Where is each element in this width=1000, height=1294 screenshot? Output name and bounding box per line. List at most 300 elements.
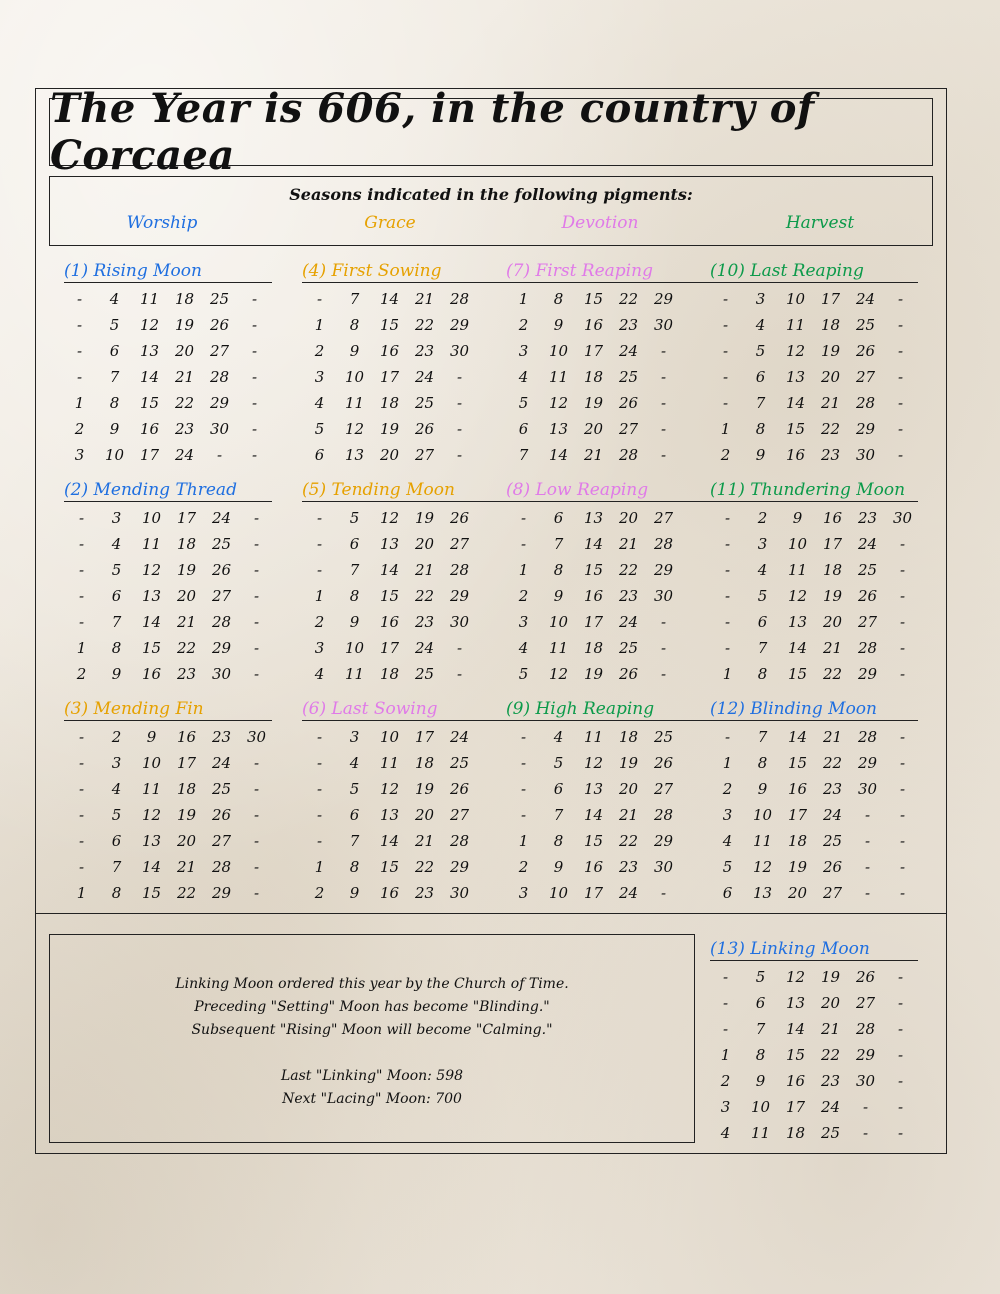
day-cell: - [78, 858, 85, 876]
week-row [302, 286, 522, 312]
day-cell: 10 [752, 806, 773, 824]
day-cell: 24 [618, 884, 639, 902]
week-row [506, 442, 726, 468]
day-cell: 4 [111, 535, 122, 553]
day-cell: 28 [209, 368, 230, 386]
day-cell: 7 [111, 613, 122, 631]
day-cell: 14 [787, 728, 808, 746]
day-grid [64, 724, 284, 906]
day-cell: 27 [211, 832, 232, 850]
day-cell: 24 [855, 290, 876, 308]
week-row [506, 583, 726, 609]
day-cell: 14 [787, 639, 808, 657]
week-row [506, 531, 726, 557]
day-cell: 20 [618, 509, 639, 527]
month-title: (7) First Reaping [506, 260, 714, 283]
day-cell: 8 [755, 420, 766, 438]
week-row [506, 286, 726, 312]
day-cell: - [862, 1124, 869, 1142]
day-cell: 14 [785, 1020, 806, 1038]
day-cell: 17 [820, 290, 841, 308]
week-row [64, 531, 284, 557]
day-cell: 11 [379, 754, 400, 772]
day-cell: 8 [349, 858, 360, 876]
month-title: (6) Last Sowing [302, 698, 510, 721]
day-cell: 12 [379, 509, 400, 527]
day-cell: 22 [820, 420, 841, 438]
day-cell: - [897, 290, 904, 308]
day-cell: 17 [583, 342, 604, 360]
day-cell: 17 [379, 368, 400, 386]
day-cell: 19 [176, 561, 197, 579]
day-cell: - [660, 884, 667, 902]
day-cell: 26 [822, 858, 843, 876]
day-cell: 23 [211, 728, 232, 746]
day-cell: - [899, 754, 906, 772]
month-calendar [710, 698, 920, 914]
week-row [710, 583, 930, 609]
day-cell: 5 [349, 780, 360, 798]
day-cell: 3 [518, 884, 529, 902]
day-cell: 28 [857, 639, 878, 657]
day-cell: 26 [618, 665, 639, 683]
week-row [506, 609, 726, 635]
day-cell: - [456, 394, 463, 412]
day-cell: 28 [855, 394, 876, 412]
day-cell: 11 [344, 394, 365, 412]
day-cell: 13 [139, 342, 160, 360]
day-cell: - [251, 420, 258, 438]
day-cell: 23 [174, 420, 195, 438]
day-cell: - [520, 535, 527, 553]
week-row [64, 828, 284, 854]
day-cell: 24 [857, 535, 878, 553]
week-row [710, 880, 930, 906]
day-cell: 20 [414, 806, 435, 824]
day-cell: 8 [553, 561, 564, 579]
week-row [62, 390, 282, 416]
day-cell: 3 [755, 290, 766, 308]
month-calendar [302, 698, 512, 914]
day-cell: 18 [583, 639, 604, 657]
day-cell: 26 [209, 316, 230, 334]
week-row [710, 854, 930, 880]
day-cell: - [899, 780, 906, 798]
day-cell: 20 [174, 342, 195, 360]
day-cell: 13 [548, 420, 569, 438]
day-grid [708, 286, 928, 468]
day-cell: 15 [141, 639, 162, 657]
day-cell: 19 [414, 780, 435, 798]
day-cell: 22 [822, 754, 843, 772]
week-row [302, 635, 522, 661]
day-cell: 2 [518, 316, 529, 334]
day-cell: 26 [653, 754, 674, 772]
week-row [710, 802, 930, 828]
day-cell: 6 [314, 446, 325, 464]
week-row [302, 880, 522, 906]
day-cell: 16 [379, 342, 400, 360]
month-title: (4) First Sowing [302, 260, 510, 283]
day-cell: - [897, 420, 904, 438]
day-cell: 5 [518, 665, 529, 683]
day-cell: 8 [111, 884, 122, 902]
day-cell: 19 [174, 316, 195, 334]
day-cell: - [316, 780, 323, 798]
day-cell: 22 [820, 1046, 841, 1064]
day-grid [506, 286, 726, 468]
day-cell: 29 [855, 420, 876, 438]
day-cell: 24 [211, 509, 232, 527]
day-cell: 6 [518, 420, 529, 438]
day-cell: - [897, 316, 904, 334]
day-cell: 11 [344, 665, 365, 683]
day-cell: 18 [820, 316, 841, 334]
day-cell: 16 [141, 665, 162, 683]
day-cell: 12 [787, 587, 808, 605]
day-cell: 1 [720, 1046, 731, 1064]
day-cell: 11 [141, 780, 162, 798]
day-cell: 3 [349, 728, 360, 746]
day-cell: 29 [857, 754, 878, 772]
day-cell: - [78, 535, 85, 553]
week-row [708, 338, 928, 364]
month-title: (13) Linking Moon [710, 938, 918, 961]
day-cell: 24 [414, 368, 435, 386]
day-cell: 16 [583, 587, 604, 605]
day-cell: 15 [787, 665, 808, 683]
day-cell: - [897, 368, 904, 386]
day-cell: 26 [855, 968, 876, 986]
day-cell: - [253, 754, 260, 772]
day-cell: 2 [518, 858, 529, 876]
day-cell: 30 [449, 613, 470, 631]
day-cell: - [78, 780, 85, 798]
day-cell: 28 [211, 613, 232, 631]
day-cell: 14 [379, 290, 400, 308]
day-cell: 21 [618, 535, 639, 553]
day-cell: - [722, 342, 729, 360]
day-cell: 19 [176, 806, 197, 824]
day-cell: - [724, 613, 731, 631]
day-cell: 6 [755, 368, 766, 386]
day-cell: 28 [855, 1020, 876, 1038]
day-cell: 23 [857, 509, 878, 527]
week-row [64, 750, 284, 776]
day-cell: 9 [553, 587, 564, 605]
week-row [710, 635, 930, 661]
day-cell: - [897, 1020, 904, 1038]
month-title: (9) High Reaping [506, 698, 714, 721]
day-cell: 7 [349, 561, 360, 579]
day-cell: 30 [449, 884, 470, 902]
day-cell: - [251, 316, 258, 334]
day-cell: 11 [583, 728, 604, 746]
day-cell: 1 [518, 561, 529, 579]
day-cell: - [722, 968, 729, 986]
day-cell: 4 [349, 754, 360, 772]
day-cell: 12 [139, 316, 160, 334]
day-cell: 20 [618, 780, 639, 798]
day-cell: 18 [176, 535, 197, 553]
day-cell: - [251, 368, 258, 386]
day-cell: 7 [111, 858, 122, 876]
day-cell: 15 [379, 316, 400, 334]
day-cell: 7 [349, 832, 360, 850]
day-cell: 5 [722, 858, 733, 876]
day-cell: 24 [618, 342, 639, 360]
day-cell: 26 [449, 780, 470, 798]
day-cell: 14 [583, 806, 604, 824]
day-cell: 18 [618, 728, 639, 746]
day-cell: 10 [379, 728, 400, 746]
day-cell: 2 [757, 509, 768, 527]
day-cell: 8 [757, 665, 768, 683]
day-cell: - [722, 994, 729, 1012]
day-cell: 6 [349, 535, 360, 553]
day-cell: 3 [720, 1098, 731, 1116]
day-cell: - [899, 884, 906, 902]
day-cell: 13 [379, 535, 400, 553]
day-cell: 22 [414, 316, 435, 334]
day-cell: 21 [414, 561, 435, 579]
day-cell: - [897, 342, 904, 360]
week-row [506, 416, 726, 442]
day-cell: - [76, 368, 83, 386]
day-cell: 29 [449, 316, 470, 334]
week-row [64, 776, 284, 802]
month-calendar [710, 260, 920, 476]
day-cell: 20 [787, 884, 808, 902]
day-cell: 3 [722, 806, 733, 824]
day-cell: - [253, 535, 260, 553]
week-row [302, 661, 522, 687]
day-cell: - [78, 613, 85, 631]
day-cell: 21 [176, 613, 197, 631]
day-cell: 3 [518, 613, 529, 631]
day-cell: 15 [785, 1046, 806, 1064]
day-cell: 3 [74, 446, 85, 464]
day-cell: 16 [785, 446, 806, 464]
day-cell: 6 [553, 509, 564, 527]
day-cell: 13 [583, 780, 604, 798]
day-cell: - [722, 290, 729, 308]
day-cell: 21 [583, 446, 604, 464]
day-cell: 12 [141, 806, 162, 824]
day-cell: 22 [174, 394, 195, 412]
day-cell: 16 [176, 728, 197, 746]
day-cell: 12 [141, 561, 162, 579]
day-cell: - [78, 806, 85, 824]
day-cell: 6 [111, 832, 122, 850]
day-grid [506, 505, 726, 687]
day-cell: 2 [720, 446, 731, 464]
day-cell: 17 [787, 806, 808, 824]
day-cell: - [253, 613, 260, 631]
day-cell: 19 [414, 509, 435, 527]
week-row [62, 286, 282, 312]
day-cell: - [897, 394, 904, 412]
day-cell: 29 [209, 394, 230, 412]
day-cell: - [316, 535, 323, 553]
week-row [708, 964, 928, 990]
day-cell: 17 [822, 535, 843, 553]
day-cell: - [253, 832, 260, 850]
day-cell: - [456, 446, 463, 464]
week-row [506, 854, 726, 880]
day-cell: 15 [787, 754, 808, 772]
day-cell: 24 [822, 806, 843, 824]
day-cell: 23 [820, 1072, 841, 1090]
day-cell: 24 [618, 613, 639, 631]
day-cell: 26 [855, 342, 876, 360]
day-cell: 27 [857, 613, 878, 631]
day-cell: 15 [583, 561, 604, 579]
week-row [64, 661, 284, 687]
day-cell: 14 [785, 394, 806, 412]
day-cell: 3 [111, 509, 122, 527]
season-worship: Worship [126, 213, 198, 233]
day-cell: 10 [344, 639, 365, 657]
day-cell: 12 [548, 394, 569, 412]
day-cell: 18 [583, 368, 604, 386]
day-cell: - [253, 509, 260, 527]
day-cell: 22 [176, 639, 197, 657]
day-cell: - [216, 446, 223, 464]
day-cell: 22 [618, 290, 639, 308]
day-cell: 28 [449, 832, 470, 850]
day-cell: 1 [314, 858, 325, 876]
day-cell: 5 [349, 509, 360, 527]
day-cell: 25 [822, 832, 843, 850]
day-cell: 8 [349, 316, 360, 334]
month-title: (1) Rising Moon [64, 260, 272, 283]
week-row [506, 724, 726, 750]
day-cell: 14 [141, 858, 162, 876]
day-cell: 27 [855, 994, 876, 1012]
day-cell: 24 [449, 728, 470, 746]
day-cell: - [899, 587, 906, 605]
week-row [62, 338, 282, 364]
day-cell: 10 [548, 342, 569, 360]
day-cell: 1 [722, 665, 733, 683]
day-cell: 19 [379, 420, 400, 438]
day-cell: 13 [785, 994, 806, 1012]
day-cell: 23 [176, 665, 197, 683]
day-cell: 16 [139, 420, 160, 438]
day-cell: 22 [414, 587, 435, 605]
day-cell: 19 [820, 342, 841, 360]
notes-box [49, 934, 695, 1143]
day-cell: 30 [857, 780, 878, 798]
day-cell: 7 [109, 368, 120, 386]
week-row [64, 635, 284, 661]
day-cell: 4 [720, 1124, 731, 1142]
day-cell: 20 [820, 368, 841, 386]
month-calendar [506, 260, 716, 476]
day-cell: 25 [618, 639, 639, 657]
day-cell: 9 [755, 446, 766, 464]
day-cell: 26 [449, 509, 470, 527]
week-row [302, 609, 522, 635]
month-title: (11) Thundering Moon [710, 479, 918, 502]
day-cell: - [253, 806, 260, 824]
day-cell: 2 [111, 728, 122, 746]
day-cell: 1 [314, 316, 325, 334]
season-grace: Grace [364, 213, 416, 233]
week-row [302, 802, 522, 828]
week-row [708, 286, 928, 312]
day-cell: 22 [414, 858, 435, 876]
note-line: Last "Linking" Moon: 598 [280, 1068, 464, 1084]
day-cell: 27 [855, 368, 876, 386]
day-cell: 10 [141, 509, 162, 527]
day-cell: 16 [379, 884, 400, 902]
day-cell: 12 [379, 780, 400, 798]
week-row [64, 505, 284, 531]
day-cell: 11 [787, 561, 808, 579]
day-cell: - [253, 665, 260, 683]
day-cell: 1 [76, 884, 87, 902]
day-cell: - [864, 806, 871, 824]
day-cell: 8 [553, 832, 564, 850]
day-cell: - [316, 806, 323, 824]
day-cell: 5 [553, 754, 564, 772]
day-cell: 23 [822, 780, 843, 798]
day-cell: 6 [349, 806, 360, 824]
day-cell: - [862, 1098, 869, 1116]
note-line: Preceding "Setting" Moon has become "Blinding." [194, 999, 550, 1015]
day-cell: 10 [548, 884, 569, 902]
week-row [708, 1068, 928, 1094]
day-cell: 1 [518, 832, 529, 850]
week-row [302, 531, 522, 557]
day-cell: 6 [109, 342, 120, 360]
day-cell: 7 [755, 1020, 766, 1038]
day-cell: 7 [349, 290, 360, 308]
day-cell: 18 [379, 394, 400, 412]
day-cell: 14 [141, 613, 162, 631]
day-cell: 3 [314, 368, 325, 386]
day-grid [64, 505, 284, 687]
week-row [64, 802, 284, 828]
day-cell: 19 [583, 665, 604, 683]
week-row [302, 442, 522, 468]
day-cell: 18 [785, 1124, 806, 1142]
day-cell: 14 [379, 832, 400, 850]
day-cell: - [724, 509, 731, 527]
day-cell: 25 [209, 290, 230, 308]
day-cell: 20 [176, 587, 197, 605]
month-calendar [64, 479, 274, 695]
day-cell: 5 [111, 806, 122, 824]
day-cell: 5 [755, 968, 766, 986]
month-title: (3) Mending Fin [64, 698, 272, 721]
day-cell: - [899, 832, 906, 850]
week-row [708, 442, 928, 468]
day-cell: 5 [109, 316, 120, 334]
week-row [708, 1042, 928, 1068]
day-cell: 30 [449, 342, 470, 360]
day-cell: 11 [141, 535, 162, 553]
note-line: Subsequent "Rising" Moon will become "Calming." [191, 1022, 553, 1038]
week-row [506, 390, 726, 416]
day-cell: 2 [314, 342, 325, 360]
week-row [64, 880, 284, 906]
day-cell: 4 [757, 561, 768, 579]
day-cell: 4 [755, 316, 766, 334]
week-row [506, 776, 726, 802]
